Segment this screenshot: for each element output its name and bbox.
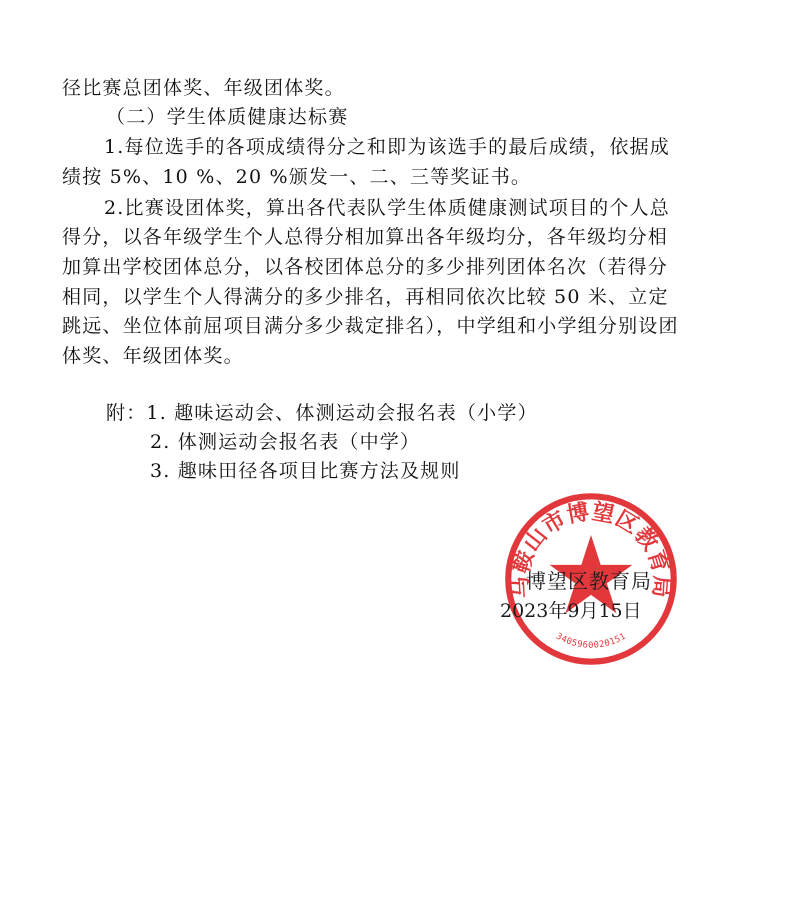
attachment-1: 附：1. 趣味运动会、体测运动会报名表（小学） bbox=[106, 402, 538, 424]
attachment-3: 3. 趣味田径各项目比赛方法及规则 bbox=[150, 460, 461, 482]
signature-organization: 博望区教育局 bbox=[526, 569, 652, 593]
body-line-9: 跳远、坐位体前屈项目满分多少裁定排名），中学组和小学组分别设团 bbox=[62, 315, 679, 337]
body-line-4: 绩按 5%、10 %、20 %颁发一、二、三等奖证书。 bbox=[62, 166, 532, 188]
body-line-6: 得分，以各年级学生个人总得分相加算出各年级均分，各年级均分相 bbox=[62, 226, 669, 248]
section-heading: （二）学生体质健康达标赛 bbox=[106, 106, 349, 128]
attachment-2: 2. 体测运动会报名表（中学） bbox=[150, 431, 421, 453]
body-line-1: 径比赛总团体奖、年级团体奖。 bbox=[62, 77, 345, 99]
svg-text:3405960020151: 3405960020151 bbox=[554, 631, 628, 651]
body-line-3: 1.每位选手的各项成绩得分之和即为该选手的最后成绩，依据成 bbox=[104, 136, 670, 158]
body-line-8: 相同，以学生个人得满分的多少排名，再相同依次比较 50 米、立定 bbox=[62, 286, 669, 308]
body-line-7: 加算出学校团体总分，以各校团体总分的多少排列团体名次（若得分 bbox=[62, 256, 669, 278]
signature-date: 2023年9月15日 bbox=[500, 600, 642, 622]
body-line-10: 体奖、年级团体奖。 bbox=[62, 345, 244, 367]
body-line-5: 2.比赛设团体奖，算出各代表队学生体质健康测试项目的个人总 bbox=[104, 197, 670, 219]
svg-text:马鞍山市博望区教育局: 马鞍山市博望区教育局 bbox=[508, 499, 674, 600]
